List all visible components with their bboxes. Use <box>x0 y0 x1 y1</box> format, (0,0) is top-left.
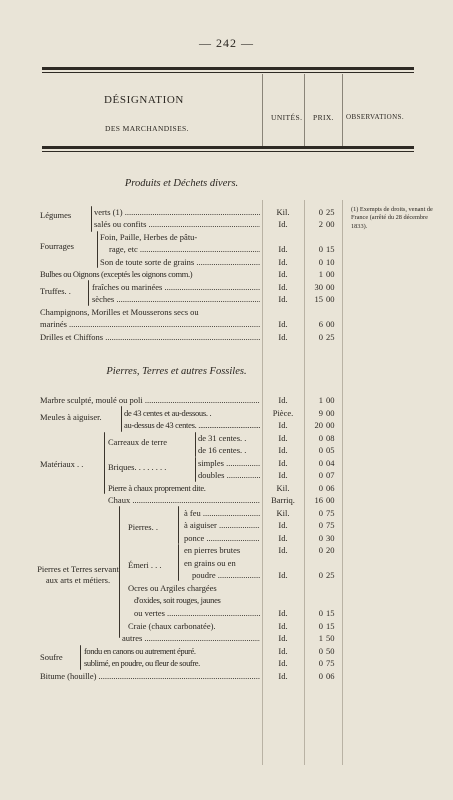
row-unit: Id. <box>278 570 288 580</box>
row-price-francs: 0 <box>318 608 323 618</box>
row-unit: Kil. <box>276 508 290 518</box>
row-price-cents: 00 <box>326 219 335 229</box>
row-description: marinés ..... <box>40 318 260 330</box>
row-price-cents: 30 <box>326 533 335 543</box>
header-bottom-rule <box>42 146 414 149</box>
row-description: Craie (chaux carbonatée). <box>128 621 216 631</box>
row-price-francs: 0 <box>318 207 323 217</box>
row-description: Son de toute sorte de grains ..... <box>100 256 260 268</box>
row-unit: Id. <box>278 294 288 304</box>
row-price-francs: 6 <box>318 319 323 329</box>
table-row <box>0 444 453 456</box>
table-row <box>0 256 453 268</box>
row-description: simples ..... <box>198 457 260 469</box>
page-number: — 242 — <box>199 36 254 50</box>
row-price-cents: 25 <box>326 332 335 342</box>
row-unit: Id. <box>278 257 288 267</box>
table-row <box>0 494 453 506</box>
table-row <box>0 407 453 419</box>
row-price-francs: 0 <box>318 671 323 681</box>
table-row <box>0 569 453 581</box>
row-description: ou vertes ..... <box>134 607 260 619</box>
row-price-cents: 06 <box>326 483 335 493</box>
table-row <box>0 331 453 343</box>
row-description: à feu ..... <box>184 507 260 519</box>
row-description: Foin, Paille, Herbes de pâtu- <box>100 232 198 242</box>
table-row <box>0 419 453 431</box>
group-label-meules: Meules à aiguiser. <box>40 412 102 422</box>
row-price-francs: 0 <box>318 257 323 267</box>
row-description: fraîches ou marinées ..... <box>92 281 260 293</box>
row-unit: Id. <box>278 269 288 279</box>
row-description: sèches ..... <box>92 293 260 305</box>
row-description: sublimé, en poudre, ou fleur de soufre. <box>84 658 200 668</box>
table-row <box>0 657 453 669</box>
header-bottom-rule-thin <box>42 151 414 152</box>
section-title-pierres: Pierres, Terres et autres Fossiles. <box>106 366 247 377</box>
row-price-cents: 00 <box>326 420 335 430</box>
row-description: Bitume (houille) ..... <box>40 670 260 682</box>
row-price-francs: 2 <box>318 219 323 229</box>
row-price-francs: 0 <box>318 433 323 443</box>
row-price-francs: 0 <box>318 658 323 668</box>
row-price-cents: 00 <box>326 319 335 329</box>
row-description: Marbre sculpté, moulé ou poli ..... <box>40 394 260 406</box>
row-description: Drilles et Chiffons ..... <box>40 331 260 343</box>
row-unit: Id. <box>278 458 288 468</box>
table-row <box>0 670 453 682</box>
row-description: d'oxides, soit rouges, jaunes <box>134 595 221 605</box>
row-price-francs: 0 <box>318 545 323 555</box>
row-price-cents: 75 <box>326 508 335 518</box>
row-price-francs: 15 <box>314 294 323 304</box>
row-unit: Id. <box>278 219 288 229</box>
table-row <box>0 432 453 444</box>
row-unit: Id. <box>278 445 288 455</box>
row-price-cents: 00 <box>326 282 335 292</box>
row-description: en grains ou en <box>184 558 236 568</box>
row-price-francs: 16 <box>314 495 323 505</box>
row-price-cents: 00 <box>326 269 335 279</box>
observation-note: (1) Exempts de droits, venant de France (arrêté du 28 décembre 1833). <box>351 206 433 230</box>
row-unit: Id. <box>278 608 288 618</box>
row-price-francs: 0 <box>318 520 323 530</box>
table-row <box>0 268 453 280</box>
table-row <box>0 457 453 469</box>
row-price-francs: 1 <box>318 633 323 643</box>
row-unit: Id. <box>278 470 288 480</box>
table-row <box>0 281 453 293</box>
row-description: poudre ..... <box>192 569 260 581</box>
row-unit: Id. <box>278 520 288 530</box>
row-price-francs: 0 <box>318 508 323 518</box>
row-description: rage, etc ..... <box>109 243 260 255</box>
row-description: de 31 centes. . <box>198 433 247 443</box>
row-unit: Id. <box>278 545 288 555</box>
row-description: Ocres ou Argiles chargées <box>128 583 217 593</box>
row-price-francs: 0 <box>318 483 323 493</box>
group-label-truffes: Truffes. . <box>40 286 71 296</box>
row-price-cents: 00 <box>326 395 335 405</box>
header-prix: PRIX. <box>313 113 334 122</box>
group-label-carreaux: Carreaux de terre <box>108 437 167 447</box>
table-row <box>0 632 453 644</box>
row-price-cents: 15 <box>326 621 335 631</box>
row-price-francs: 0 <box>318 570 323 580</box>
table-row <box>0 594 453 606</box>
row-price-cents: 25 <box>326 570 335 580</box>
table-row <box>0 532 453 544</box>
row-unit: Kil. <box>276 207 290 217</box>
row-price-cents: 75 <box>326 520 335 530</box>
row-description: autres ..... <box>122 632 260 644</box>
row-unit: Pièce. <box>272 408 294 418</box>
row-description: doubles ..... <box>198 469 260 481</box>
col-separator-obs <box>342 74 343 146</box>
row-price-cents: 25 <box>326 207 335 217</box>
group-label-fourrages: Fourrages <box>40 241 74 251</box>
row-unit: Id. <box>278 658 288 668</box>
row-description: en pierres brutes <box>184 545 241 555</box>
table-row <box>0 620 453 632</box>
row-price-cents: 08 <box>326 433 335 443</box>
table-row <box>0 557 453 569</box>
row-unit: Id. <box>278 319 288 329</box>
row-price-cents: 15 <box>326 608 335 618</box>
row-unit: Id. <box>278 282 288 292</box>
group-label-briques: Briques. . . . . . . . <box>108 462 167 472</box>
group-label-pierres: Pierres. . <box>128 522 158 532</box>
row-price-cents: 00 <box>326 294 335 304</box>
group-label-legumes: Légumes <box>40 210 72 220</box>
row-price-francs: 0 <box>318 470 323 480</box>
row-price-francs: 30 <box>314 282 323 292</box>
row-description: à aiguiser ..... <box>184 519 260 531</box>
row-unit: Id. <box>278 433 288 443</box>
col-separator-price <box>304 74 305 146</box>
group-label-pierres-terres: Pierres et Terres servant aux arts et métiers. <box>37 564 119 585</box>
group-label-materiaux: Matériaux . . <box>40 459 84 469</box>
row-description: Champignons, Morilles et Mousserons secs ou <box>40 307 199 317</box>
row-price-francs: 0 <box>318 621 323 631</box>
row-unit: Id. <box>278 395 288 405</box>
header-top-rule-thin <box>42 72 414 73</box>
row-description: Bulbes ou Oignons (exceptés les oignons comm.) <box>40 269 193 279</box>
table-row <box>0 482 453 494</box>
header-top-rule <box>42 67 414 70</box>
row-description: ponce ..... <box>184 532 260 544</box>
section-title-produits: Produits et Déchets divers. <box>124 178 239 189</box>
header-designation: DÉSIGNATION <box>104 94 184 106</box>
row-unit: Id. <box>278 671 288 681</box>
row-price-cents: 00 <box>326 495 335 505</box>
row-description: au-dessus de 43 centes. ..... <box>124 419 260 431</box>
header-unites: UNITÉS. <box>271 113 303 122</box>
row-price-cents: 06 <box>326 671 335 681</box>
row-price-cents: 50 <box>326 633 335 643</box>
row-price-cents: 75 <box>326 658 335 668</box>
table-row <box>0 231 453 243</box>
table-row <box>0 519 453 531</box>
row-price-cents: 50 <box>326 646 335 656</box>
row-price-francs: 0 <box>318 332 323 342</box>
row-description: Pierre à chaux proprement dite. <box>108 483 206 493</box>
row-unit: Id. <box>278 420 288 430</box>
row-price-francs: 1 <box>318 269 323 279</box>
row-description: de 16 centes. . <box>198 445 247 455</box>
table-row <box>0 243 453 255</box>
table-row <box>0 607 453 619</box>
table-row <box>0 544 453 556</box>
header-observations: OBSERVATIONS. <box>346 113 404 121</box>
row-price-francs: 1 <box>318 395 323 405</box>
row-price-francs: 0 <box>318 458 323 468</box>
row-description: de 43 centes et au-dessous. . <box>124 408 212 418</box>
row-price-cents: 05 <box>326 445 335 455</box>
group-label-soufre: Soufre <box>40 652 63 662</box>
row-price-francs: 0 <box>318 533 323 543</box>
row-unit: Kil. <box>276 483 290 493</box>
row-unit: Id. <box>278 633 288 643</box>
table-row <box>0 293 453 305</box>
col-separator-units <box>262 74 263 146</box>
header-des-marchandises: DES MARCHANDISES. <box>105 124 189 133</box>
group-label-emeri: Émeri . . . <box>128 560 162 570</box>
row-unit: Id. <box>278 244 288 254</box>
row-unit: Id. <box>278 621 288 631</box>
row-price-francs: 9 <box>318 408 323 418</box>
row-description: verts (1) ..... <box>94 206 260 218</box>
table-row <box>0 507 453 519</box>
row-price-cents: 04 <box>326 458 335 468</box>
table-row <box>0 318 453 330</box>
table-row <box>0 645 453 657</box>
table-row <box>0 394 453 406</box>
table-row <box>0 469 453 481</box>
table-row <box>0 306 453 318</box>
table-row <box>0 582 453 594</box>
row-price-francs: 0 <box>318 244 323 254</box>
row-unit: Id. <box>278 646 288 656</box>
row-price-cents: 20 <box>326 545 335 555</box>
row-price-cents: 10 <box>326 257 335 267</box>
row-unit: Id. <box>278 533 288 543</box>
row-price-cents: 07 <box>326 470 335 480</box>
row-unit: Id. <box>278 332 288 342</box>
row-price-cents: 00 <box>326 408 335 418</box>
row-unit: Barriq. <box>271 495 295 505</box>
row-description: fondu en canons ou autrement épuré. <box>84 646 196 656</box>
row-price-francs: 20 <box>314 420 323 430</box>
row-price-cents: 15 <box>326 244 335 254</box>
row-price-francs: 0 <box>318 646 323 656</box>
row-description: Chaux ..... <box>108 494 260 506</box>
row-description: salés ou confits ..... <box>94 218 260 230</box>
row-price-francs: 0 <box>318 445 323 455</box>
